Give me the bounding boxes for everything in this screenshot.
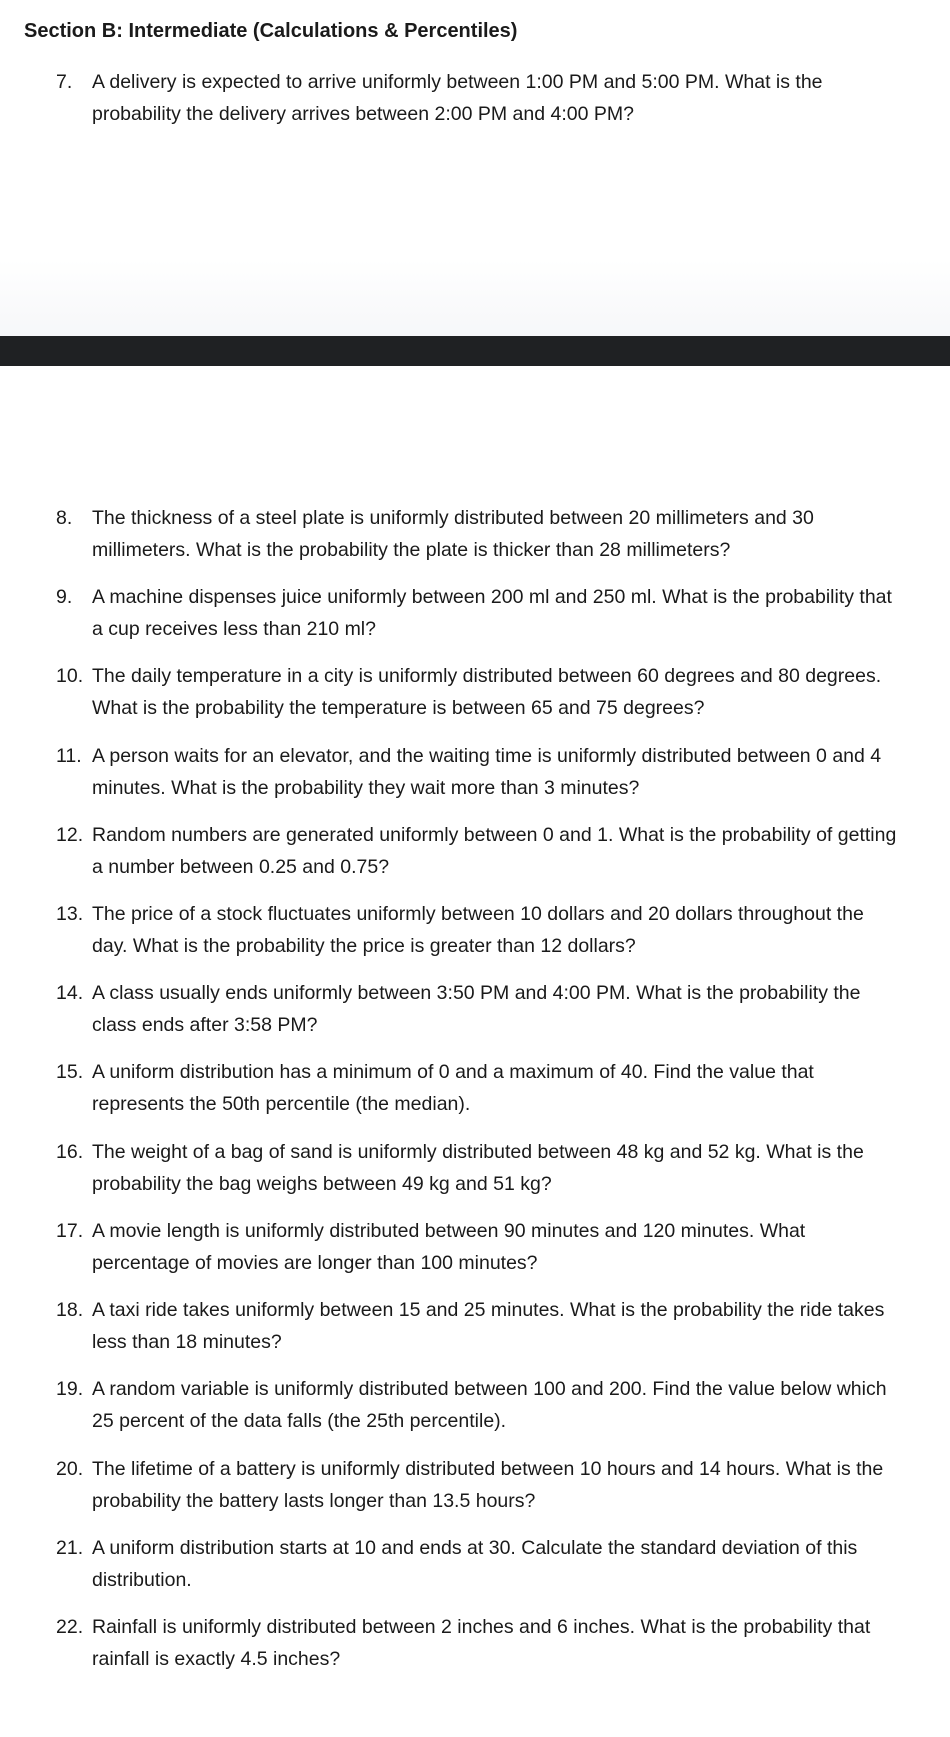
question-item bbox=[0, 1215, 950, 1279]
question-text: The weight of a bag of sand is uniformly distributed between 48 kg and 52 kg. What is the probability the bag weighs between 49 kg and 51 kg? bbox=[92, 1141, 864, 1195]
question-number: 19. bbox=[56, 1378, 84, 1400]
question-text: A machine dispenses juice uniformly between 200 ml and 250 ml. What is the probability that a cup receives less than 210 ml? bbox=[92, 586, 892, 640]
question-number: 17. bbox=[56, 1220, 84, 1242]
question-text: A person waits for an elevator, and the waiting time is uniformly distributed between 0 and 4 minutes. What is the probability they wait more than 3 minutes? bbox=[92, 745, 882, 799]
question-item bbox=[0, 66, 950, 130]
question-item bbox=[0, 581, 950, 645]
question-text: The daily temperature in a city is uniformly distributed between 60 degrees and 80 degrees. What is the probability the temperature is between 65 and 75 degrees? bbox=[92, 665, 882, 719]
question-item bbox=[0, 1532, 950, 1596]
question-text: A taxi ride takes uniformly between 15 and 25 minutes. What is the probability the ride takes less than 18 minutes? bbox=[92, 1299, 885, 1353]
page-gap bbox=[0, 260, 950, 336]
question-item bbox=[0, 740, 950, 804]
question-text: A uniform distribution has a minimum of 0 and a maximum of 40. Find the value that represents the 50th percentile (the median). bbox=[92, 1061, 814, 1115]
question-text: The price of a stock fluctuates uniformly between 10 dollars and 20 dollars throughout the day. What is the probability the price is greater than 12 dollars? bbox=[92, 903, 864, 957]
question-item bbox=[0, 1611, 950, 1675]
question-number: 12. bbox=[56, 824, 84, 846]
question-number: 20. bbox=[56, 1458, 84, 1480]
question-number: 10. bbox=[56, 665, 84, 687]
question-item bbox=[0, 660, 950, 724]
question-number: 21. bbox=[56, 1537, 84, 1559]
question-text: Random numbers are generated uniformly between 0 and 1. What is the probability of getting a number between 0.25 and 0.75? bbox=[92, 824, 897, 878]
question-number: 14. bbox=[56, 982, 84, 1004]
question-item bbox=[0, 977, 950, 1041]
question-item bbox=[0, 1294, 950, 1358]
page-divider bbox=[0, 336, 950, 366]
question-item bbox=[0, 1136, 950, 1200]
question-number: 22. bbox=[56, 1616, 84, 1638]
question-text: A uniform distribution starts at 10 and ends at 30. Calculate the standard deviation of this distribution. bbox=[92, 1537, 858, 1591]
question-text: A delivery is expected to arrive uniformly between 1:00 PM and 5:00 PM. What is the probability the delivery arrives between 2:00 PM and 4:00 PM? bbox=[92, 71, 823, 125]
question-text: Rainfall is uniformly distributed between 2 inches and 6 inches. What is the probability that rainfall is exactly 4.5 inches? bbox=[92, 1616, 871, 1670]
question-text: A random variable is uniformly distributed between 100 and 200. Find the value below which 25 percent of the data falls (the 25th percentile). bbox=[92, 1378, 887, 1432]
question-number: 9. bbox=[56, 586, 73, 608]
question-text: A class usually ends uniformly between 3:50 PM and 4:00 PM. What is the probability the class ends after 3:58 PM? bbox=[92, 982, 861, 1036]
question-number: 13. bbox=[56, 903, 84, 925]
question-number: 18. bbox=[56, 1299, 84, 1321]
question-number: 15. bbox=[56, 1061, 84, 1083]
question-number: 11. bbox=[56, 745, 82, 767]
section-title: Section B: Intermediate (Calculations & Percentiles) bbox=[24, 20, 518, 42]
question-item bbox=[0, 502, 950, 566]
question-item bbox=[0, 1373, 950, 1437]
question-number: 8. bbox=[56, 507, 73, 529]
question-number: 16. bbox=[56, 1141, 84, 1163]
question-item bbox=[0, 1453, 950, 1517]
question-number: 7. bbox=[56, 71, 73, 93]
question-item bbox=[0, 898, 950, 962]
question-text: The lifetime of a battery is uniformly distributed between 10 hours and 14 hours. What is the probability the battery lasts longer than 13.5 hours? bbox=[92, 1458, 884, 1512]
question-item bbox=[0, 1056, 950, 1120]
question-text: The thickness of a steel plate is uniformly distributed between 20 millimeters and 30 millimeters. What is the probability the plate is thicker than 28 millimeters? bbox=[92, 507, 814, 561]
question-text: A movie length is uniformly distributed between 90 minutes and 120 minutes. What percentage of movies are longer than 100 minutes? bbox=[92, 1220, 806, 1274]
question-item bbox=[0, 819, 950, 883]
